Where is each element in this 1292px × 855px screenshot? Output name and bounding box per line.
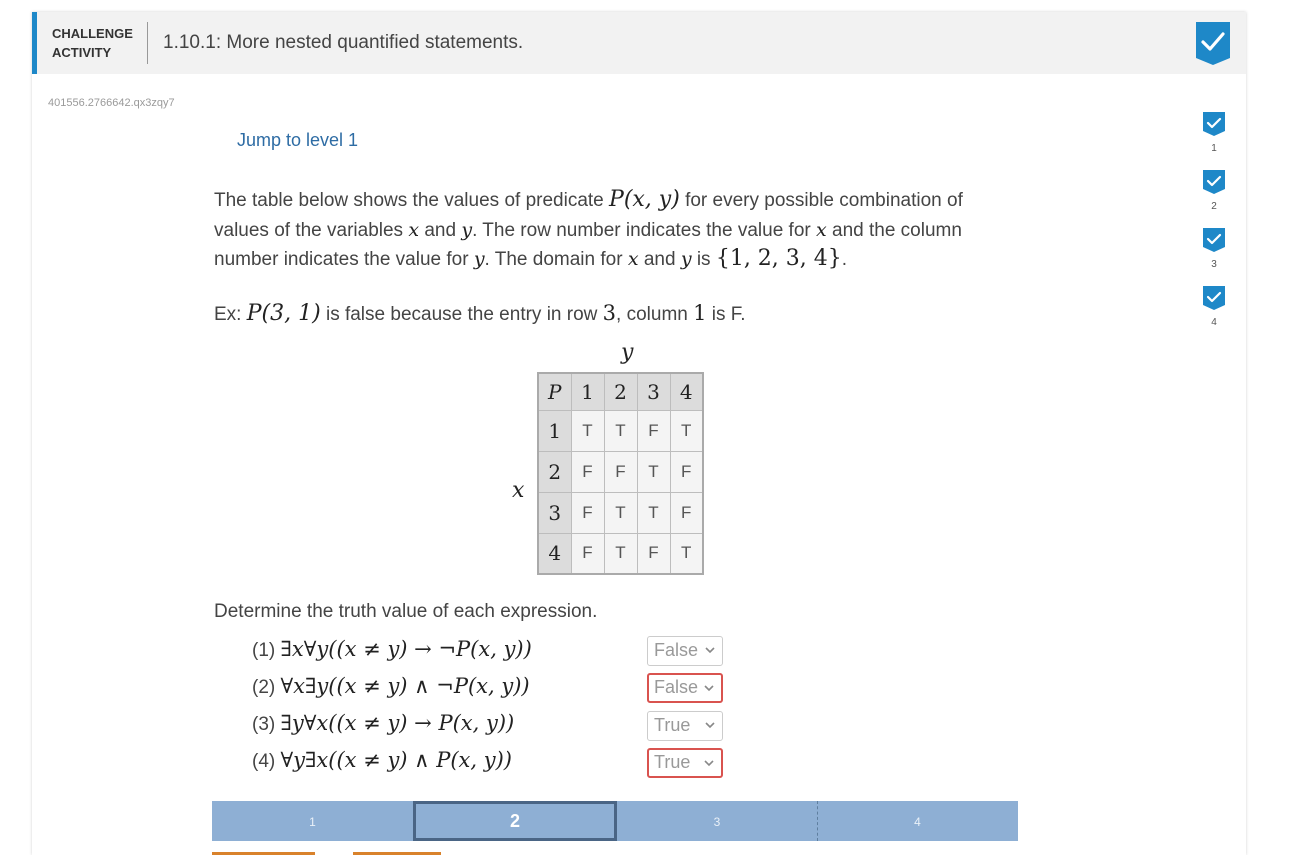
level-number: 1: [1211, 143, 1217, 154]
expression-formula: ∀x∃y((x ≠ y) ∧ ¬P(x, y)): [280, 674, 530, 698]
table-cell: F: [670, 451, 703, 492]
table-cell: T: [637, 451, 670, 492]
table-cell: T: [604, 492, 637, 533]
row-header: 1: [538, 410, 571, 451]
expression-number: (3): [252, 714, 281, 735]
column-variable-label: y: [621, 340, 634, 365]
table-cell: T: [637, 492, 670, 533]
answer-select-value: False: [654, 640, 699, 660]
table-row: [538, 410, 703, 451]
level-check-icon: [1203, 228, 1225, 252]
table-cell: F: [637, 533, 670, 574]
column-header: 1: [571, 373, 604, 410]
header-divider: [147, 22, 148, 64]
row-header: 3: [538, 492, 571, 533]
table-cell: T: [604, 410, 637, 451]
example-sentence: Ex: P(3, 1) is false because the entry in row 3, column 1 is F.: [214, 301, 746, 326]
level-number: 2: [1211, 201, 1217, 212]
expression-number: (2): [252, 677, 281, 698]
table-cell: F: [571, 533, 604, 574]
truth-table: [537, 372, 704, 575]
activity-header: [32, 12, 1246, 74]
completed-checkmark-icon: [1194, 20, 1232, 66]
level-indicator-2[interactable]: [1200, 170, 1228, 212]
expression-3: [252, 711, 514, 736]
chevron-down-icon: [703, 683, 715, 693]
table-cell: F: [571, 492, 604, 533]
expression-formula: ∃x∀y((x ≠ y) → ¬P(x, y)): [280, 637, 532, 661]
row-variable-label: x: [512, 478, 525, 503]
activity-kind: CHALLENGE ACTIVITY: [52, 26, 133, 60]
question-prompt: Determine the truth value of each expression.: [214, 601, 598, 622]
table-cell: F: [637, 410, 670, 451]
progress-segment-4[interactable]: 4: [914, 815, 921, 829]
table-cell: T: [604, 533, 637, 574]
table-cell: F: [571, 451, 604, 492]
table-row: [538, 533, 703, 574]
table-row: [538, 492, 703, 533]
jump-to-level-link[interactable]: Jump to level 1: [237, 130, 359, 150]
row-header: 4: [538, 533, 571, 574]
level-check-icon: [1203, 112, 1225, 136]
expression-formula: ∀y∃x((x ≠ y) ∧ P(x, y)): [280, 748, 512, 772]
progress-segment-3[interactable]: 3: [713, 815, 721, 829]
expression-1: [252, 637, 532, 662]
table-corner: P: [538, 373, 571, 410]
header-accent-bar: [32, 12, 37, 74]
level-indicator-1[interactable]: [1200, 112, 1228, 154]
chevron-down-icon: [704, 645, 716, 655]
table-cell: T: [571, 410, 604, 451]
expression-number: (1): [252, 640, 281, 661]
table-cell: T: [670, 410, 703, 451]
expression-formula: ∃y∀x((x ≠ y) → P(x, y)): [280, 711, 515, 735]
level-progress-bar: [212, 801, 1018, 841]
intro-paragraph: The table below shows the values of predicate P(x, y) for every possible combination of values of the variables x and y. The row number indicates the value for x and the column number indicates the value for y. The domain for x and y is {1, 2, 3, 4}.: [214, 187, 963, 271]
table-cell: F: [604, 451, 637, 492]
level-check-icon: [1203, 170, 1225, 194]
progress-segment-1[interactable]: 1: [309, 815, 316, 829]
answer-select-2[interactable]: [647, 673, 723, 703]
expression-2: [252, 674, 530, 699]
level-number: 3: [1211, 259, 1217, 270]
expression-4: [252, 748, 512, 773]
chevron-down-icon: [704, 720, 716, 730]
answer-select-value: True: [654, 752, 691, 772]
answer-select-1[interactable]: [647, 636, 723, 666]
level-check-icon: [1203, 286, 1225, 310]
table-header-row: [538, 373, 703, 410]
answer-select-value: True: [654, 715, 691, 735]
table-cell: F: [670, 492, 703, 533]
level-indicator-3[interactable]: [1200, 228, 1228, 270]
answer-select-3[interactable]: [647, 711, 723, 741]
column-header: 4: [670, 373, 703, 410]
level-number: 4: [1211, 317, 1217, 328]
level-indicator-4[interactable]: [1200, 286, 1228, 328]
answer-select-value: False: [654, 677, 699, 697]
column-header: 2: [604, 373, 637, 410]
column-header: 3: [637, 373, 670, 410]
expression-number: (4): [252, 751, 281, 772]
activity-title: 1.10.1: More nested quantified statements.: [163, 32, 524, 53]
answer-select-4[interactable]: [647, 748, 723, 778]
row-header: 2: [538, 451, 571, 492]
table-cell: T: [670, 533, 703, 574]
table-row: [538, 451, 703, 492]
chevron-down-icon: [703, 758, 715, 768]
activity-id: 401556.2766642.qx3zqy7: [48, 97, 175, 109]
progress-segment-2[interactable]: 2: [413, 801, 617, 841]
